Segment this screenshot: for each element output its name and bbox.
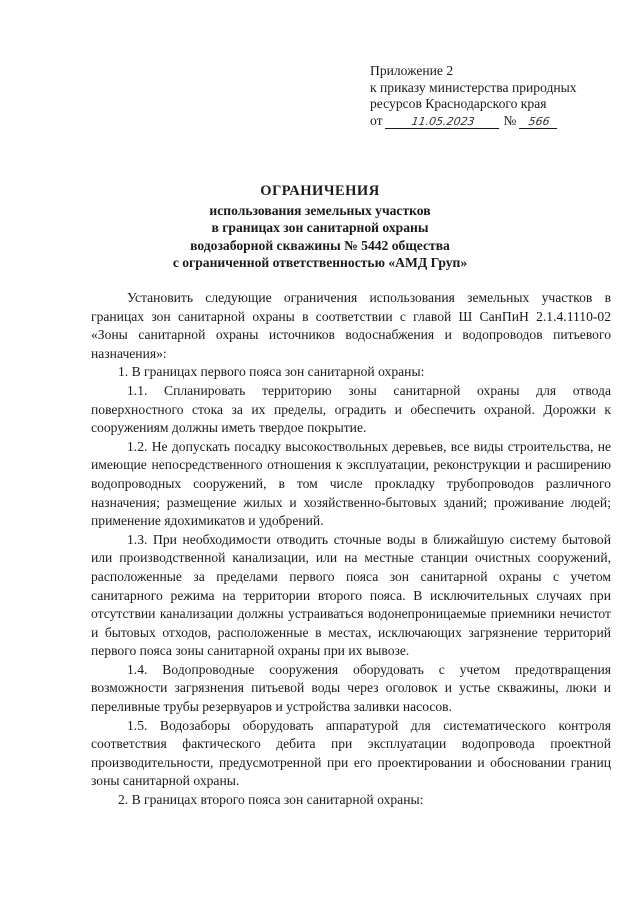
clause-1-4: 1.4. Водопроводные сооружения оборудовать с учетом предотвращения возможности загрязнения питьевой воды через оголовок и устье скважины, люки и переливные трубы резервуаров и устройства заливки насосов. — [91, 661, 611, 715]
date-prefix: от — [370, 112, 383, 128]
title-line-3: водозаборной скважины № 5442 общества — [190, 237, 450, 253]
appendix-title: Приложение 2 — [370, 63, 454, 78]
handwritten-date: 11.05.2023 — [385, 115, 501, 129]
order-date-number-line — [370, 113, 630, 130]
clause-1-1: 1.1. Спланировать территорию зоны санитарной охраны для отвода поверхностного стока за их пределы, оградить и обеспечить охраной. Дорожки к сооружениям должны иметь твердое покрытие. — [91, 382, 611, 436]
section-1-heading: 1. В границах первого пояса зон санитарной охраны: — [118, 364, 425, 380]
appendix-header — [370, 63, 630, 129]
clause-1-5: 1.5. Водозаборы оборудовать аппаратурой для систематического контроля соответствия фактического дебита при эксплуатации водопровода проектной производительности, предусмотренной при его проектировании и обосновании границ зоны санитарной охраны. — [91, 717, 611, 789]
section-2-heading: 2. В границах второго пояса зон санитарной охраны: — [118, 792, 424, 808]
title-line-4: с ограниченной ответственностью «АМД Груп» — [172, 255, 468, 270]
handwritten-number: 566 — [519, 115, 559, 129]
document-title-block — [100, 183, 540, 272]
appendix-order-ref: к приказу министерства природных — [370, 79, 577, 95]
title-line-2: в границах зон санитарной охраны — [211, 220, 429, 235]
clause-1-3: 1.3. При необходимости отводить сточные воды в ближайшую систему бытовой или производственной канализации, или на местные станции очистных сооружений, расположенные за пределами первого пояса зон санитарной охраны с учетом санитарного режима на территории второго пояса. В исключительных случаях при отсутствии канализации должны устраиваться водонепроницаемые приемники нечистот и бытовых отходов, расположенные в местах, исключающих загрязнение территорий первого пояса зоны санитарной охраны при их вывозе. — [91, 531, 611, 659]
document-body — [91, 289, 611, 810]
document-title: ОГРАНИЧЕНИЯ — [260, 183, 380, 199]
title-line-1: использования земельных участков — [209, 202, 431, 218]
number-prefix: № — [503, 112, 517, 128]
clause-1-2: 1.2. Не допускать посадку высокоствольных деревьев, все виды строительства, не имеющие непосредственного отношения к эксплуатации, реконструкции и расширению водопроводных сооружений, в том числе прокладку трубопроводов различного назначения; размещение жилых и хозяйственно-бытовых зданий; проживание людей; применение ядохимикатов и удобрений. — [91, 438, 611, 529]
intro-paragraph: Установить следующие ограничения использования земельных участков в границах зон санитарной охраны в соответствии с главой Ш СанПиН 2.1.4.1110-02 «Зоны санитарной охраны источников водоснабжения и водопроводов питьевого назначения»: — [91, 290, 611, 361]
appendix-ministry: ресурсов Краснодарского края — [370, 96, 547, 111]
